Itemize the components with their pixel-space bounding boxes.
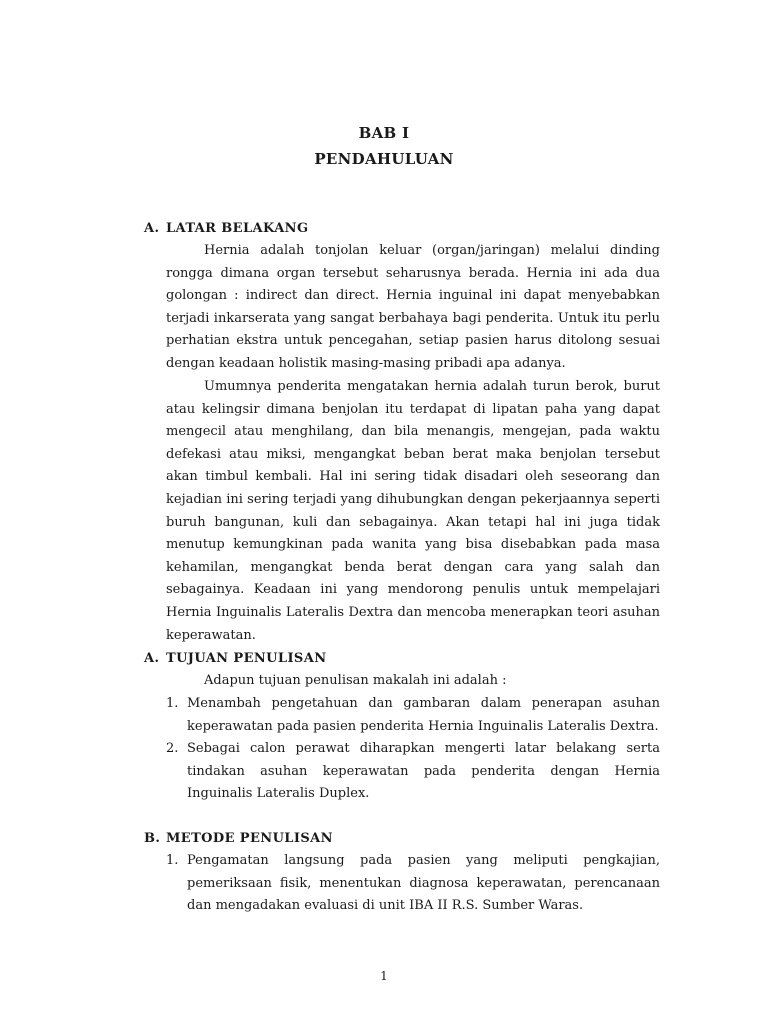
list-item-text: Sebagai calon perawat diharapkan mengerti latar belakang serta tindakan asuhan keperawatan pada penderita dengan Hernia Inguinalis Lateralis Duplex. — [187, 741, 660, 802]
section-heading-metode-penulisan — [144, 831, 333, 846]
list-item — [144, 738, 660, 806]
section-letter: A. — [144, 221, 160, 236]
chapter-label: BAB I — [358, 124, 410, 142]
section-heading-latar-belakang — [144, 221, 308, 236]
list-number: 1. — [166, 853, 179, 868]
paragraph — [166, 376, 660, 647]
section-letter: A. — [144, 651, 160, 666]
paragraph-text: Hernia adalah tonjolan keluar (organ/jaringan) melalui dinding rongga dimana organ tersebut seharusnya berada. Hernia ini ada dua golongan : indirect dan direct. Hernia inguinal ini dapat menyebabkan terjadi inkarserata yang sangat berbahaya bagi penderita. Untuk itu perlu perhatian ekstra untuk pencegahan, setiap pasien harus ditolong sesuai dengan keadaan holistik masing-masing pribadi apa adanya. — [166, 243, 660, 371]
list-item-text: Pengamatan langsung pada pasien yang meliputi pengkajian, pemeriksaan fisik, menentukan diagnosa keperawatan, perencanaan dan mengadakan evaluasi di unit IBA II R.S. Sumber Waras. — [187, 853, 660, 914]
page-number: 1 — [380, 969, 388, 983]
list-number: 2. — [166, 741, 179, 757]
paragraph-text: Adapun tujuan penulisan makalah ini adalah : — [204, 673, 507, 688]
section-title: TUJUAN PENULISAN — [166, 651, 327, 666]
paragraph — [166, 670, 660, 693]
paragraph — [166, 240, 660, 376]
paragraph-text: Umumnya penderita mengatakan hernia adalah turun berok, burut atau kelingsir dimana benjolan itu terdapat di lipatan paha yang dapat mengecil atau menghilang, dan bila menangis, mengejan, pada waktu defekasi atau miksi, mengangkat beban berat maka benjolan tersebut akan timbul kembali. Hal ini sering tidak disadari oleh seseorang dan kejadian ini sering terjadi yang dihubungkan dengan pekerjaannya seperti buruh bangunan, kuli dan sebagainya. Akan tetapi hal ini juga tidak menutup kemungkinan pada wanita yang bisa disebabkan pada masa kehamilan, mengangkat benda berat dengan cara yang salah dan sebagainya. Keadaan ini yang mendorong penulis untuk mempelajari Hernia Inguinalis Lateralis Dextra dan mencoba menerapkan teori asuhan keperawatan. — [166, 379, 660, 643]
chapter-title: PENDAHULUAN — [314, 150, 454, 168]
section-title: METODE PENULISAN — [166, 831, 333, 846]
section-heading-tujuan-penulisan — [144, 651, 326, 666]
list-item — [144, 693, 660, 738]
list-number: 1. — [166, 696, 179, 711]
list-item-text: Menambah pengetahuan dan gambaran dalam penerapan asuhan keperawatan pada pasien penderita Hernia Inguinalis Lateralis Dextra. — [187, 696, 660, 734]
section-title: LATAR BELAKANG — [166, 221, 309, 236]
methods-list — [144, 850, 660, 918]
list-item — [144, 850, 660, 918]
objectives-list — [144, 693, 660, 806]
section-letter: B. — [144, 831, 161, 846]
